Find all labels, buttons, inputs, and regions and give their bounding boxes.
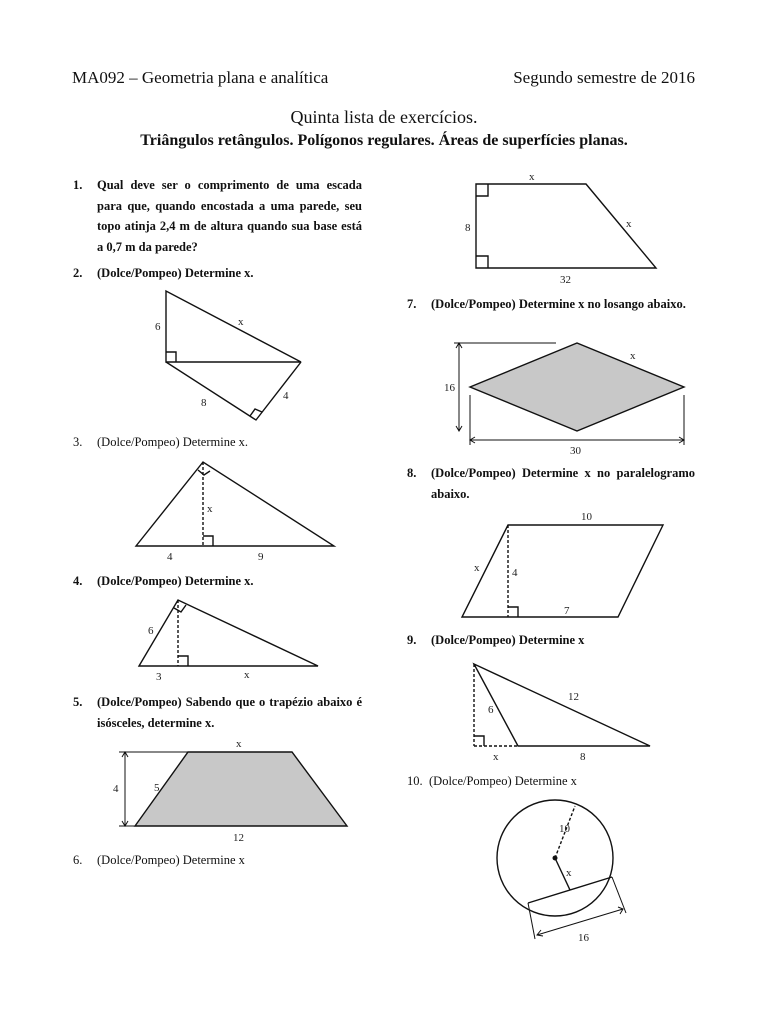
page-title: Quinta lista de exercícios. — [290, 107, 478, 127]
label-b: x — [244, 669, 250, 681]
label-side: 6 — [148, 625, 154, 637]
exercise-text: (Dolce/Pompeo) Determine x no losango abaixo. — [431, 297, 686, 311]
semester: Segundo semestre de 2016 — [513, 68, 695, 87]
exercise-number: 4. — [73, 574, 83, 588]
exercise-text: (Dolce/Pompeo) Determine x — [429, 774, 577, 788]
label-c: 8 — [201, 397, 207, 409]
label-b: x — [238, 316, 244, 328]
label-h: 4 — [113, 783, 119, 795]
label-side: x — [474, 562, 480, 574]
label-short: 6 — [488, 704, 494, 716]
label-base: 32 — [560, 274, 571, 286]
page-subtitle: Triângulos retângulos. Polígonos regulares. Áreas de superfícies planas. — [140, 132, 628, 149]
label-r: 10 — [559, 823, 570, 835]
exercise-text: (Dolce/Pompeo) Determine x. — [97, 435, 248, 449]
label-h: 16 — [444, 382, 455, 394]
exercise-text: (Dolce/Pompeo) Determine x. — [97, 574, 254, 588]
label-base: 7 — [564, 605, 570, 617]
label-a: 4 — [167, 551, 173, 563]
exercise-number: 3. — [73, 435, 83, 449]
exercise-number: 9. — [407, 633, 417, 647]
label-h: x — [493, 751, 499, 763]
label-top: 10 — [581, 511, 592, 523]
label-side: x — [630, 350, 636, 362]
label-top: x — [529, 171, 535, 183]
label-a: 3 — [156, 671, 162, 683]
label-h: 8 — [465, 222, 471, 234]
label-w: 30 — [570, 445, 581, 457]
label-d: 4 — [283, 390, 289, 402]
exercise-number: 1. — [73, 178, 83, 192]
label-a: 6 — [155, 321, 161, 333]
exercise-text: (Dolce/Pompeo) Determine x no paralelogramo abaixo. — [431, 466, 695, 501]
exercise-text: (Dolce/Pompeo) Determine x — [97, 853, 245, 867]
exercise-text: (Dolce/Pompeo) Determine x. — [97, 266, 254, 280]
exercise-text: (Dolce/Pompeo) Determine x — [431, 633, 585, 647]
label-chord: 16 — [578, 932, 589, 944]
label-base: 8 — [580, 751, 586, 763]
label-top: x — [236, 738, 242, 750]
exercise-number: 2. — [73, 266, 83, 280]
exercise-number: 8. — [407, 466, 417, 480]
label-base: 12 — [233, 832, 244, 844]
exercise-text: Qual deve ser o comprimento de uma escada para que, quando encostada a uma parede, seu topo atinja 2,4 m de altura quando sua base está a 0,7 m da parede? — [97, 178, 362, 254]
label-b: 9 — [258, 551, 264, 563]
exercise-number: 6. — [73, 853, 83, 867]
exercise-number: 10. — [407, 774, 423, 788]
exercise-text: (Dolce/Pompeo) Sabendo que o trapézio abaixo é isósceles, determine x. — [97, 695, 362, 730]
label-long: 12 — [568, 691, 579, 703]
exercise-number: 7. — [407, 297, 417, 311]
course-title: MA092 – Geometria plana e analítica — [72, 68, 329, 87]
exercise-number: 5. — [73, 695, 83, 709]
label-h: x — [207, 503, 213, 515]
label-h: 4 — [512, 567, 518, 579]
label-side: 5 — [154, 782, 160, 794]
label-side: x — [626, 218, 632, 230]
label-d: x — [566, 867, 572, 879]
